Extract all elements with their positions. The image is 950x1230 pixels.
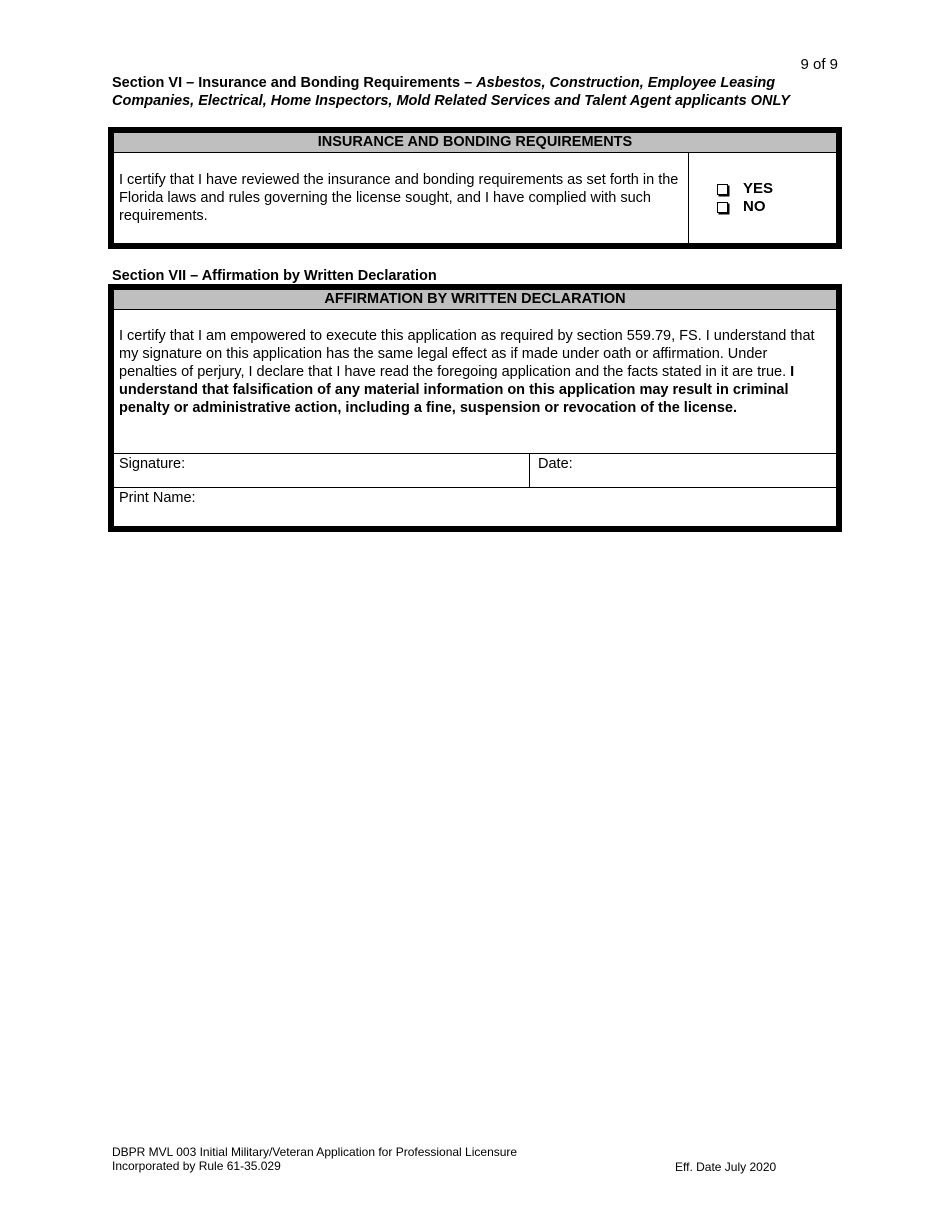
footer-form-title: DBPR MVL 003 Initial Military/Veteran Application for Professional Licensure bbox=[112, 1145, 518, 1159]
section-vii-heading: Section VII – Affirmation by Written Declaration bbox=[112, 268, 437, 284]
affirmation-box-title: AFFIRMATION BY WRITTEN DECLARATION bbox=[114, 290, 836, 310]
section-vi-heading-italic: Asbestos, Construction, Employee Leasing Companies, Electrical, Home Inspectors, Mold Related Services and Talent Agent applicants ONLY bbox=[112, 75, 790, 109]
affirmation-text-plain: I certify that I am empowered to execute this application as required by section 559.79, FS. I understand that my signature on this application has the same legal effect as if made under oath or affirmation. Under penalties of perjury, I declare that I have read the foregoing application and the facts stated in it are true. bbox=[119, 328, 815, 380]
yes-label: YES bbox=[743, 180, 774, 197]
section-vi-heading-bold: Section VI – Insurance and Bonding Requirements – bbox=[112, 75, 477, 91]
no-option[interactable] bbox=[717, 198, 836, 216]
footer-rule: Incorporated by Rule 61-35.029 bbox=[112, 1159, 281, 1173]
section-vi-heading bbox=[112, 74, 842, 110]
insurance-certify-text: I certify that I have reviewed the insurance and bonding requirements as set forth in the Florida laws and rules governing the license sought, and I have complied with such requirements. bbox=[114, 153, 689, 244]
yes-option[interactable] bbox=[717, 180, 836, 198]
no-label: NO bbox=[743, 198, 766, 215]
yes-checkbox[interactable] bbox=[717, 184, 728, 195]
print-name-field[interactable] bbox=[114, 487, 836, 520]
insurance-bonding-box bbox=[108, 127, 842, 249]
no-checkbox[interactable] bbox=[717, 202, 728, 213]
date-label: Date: bbox=[538, 456, 573, 472]
date-field[interactable] bbox=[530, 454, 836, 487]
insurance-options bbox=[689, 153, 836, 244]
signature-field[interactable] bbox=[114, 454, 530, 487]
insurance-box-title: INSURANCE AND BONDING REQUIREMENTS bbox=[114, 133, 836, 153]
affirmation-text-bold: I understand that falsification of any material information on this application may result in criminal penalty or administrative action, including a fine, suspension or revocation of the license. bbox=[119, 364, 795, 416]
signature-row bbox=[114, 453, 836, 487]
footer-left bbox=[112, 1145, 517, 1173]
page-number: 9 of 9 bbox=[800, 56, 838, 73]
footer-eff-date: Eff. Date July 2020 bbox=[675, 1160, 777, 1174]
signature-label: Signature: bbox=[119, 456, 186, 472]
affirmation-box bbox=[108, 284, 842, 532]
print-name-label: Print Name: bbox=[119, 490, 196, 506]
affirmation-text bbox=[114, 310, 836, 453]
